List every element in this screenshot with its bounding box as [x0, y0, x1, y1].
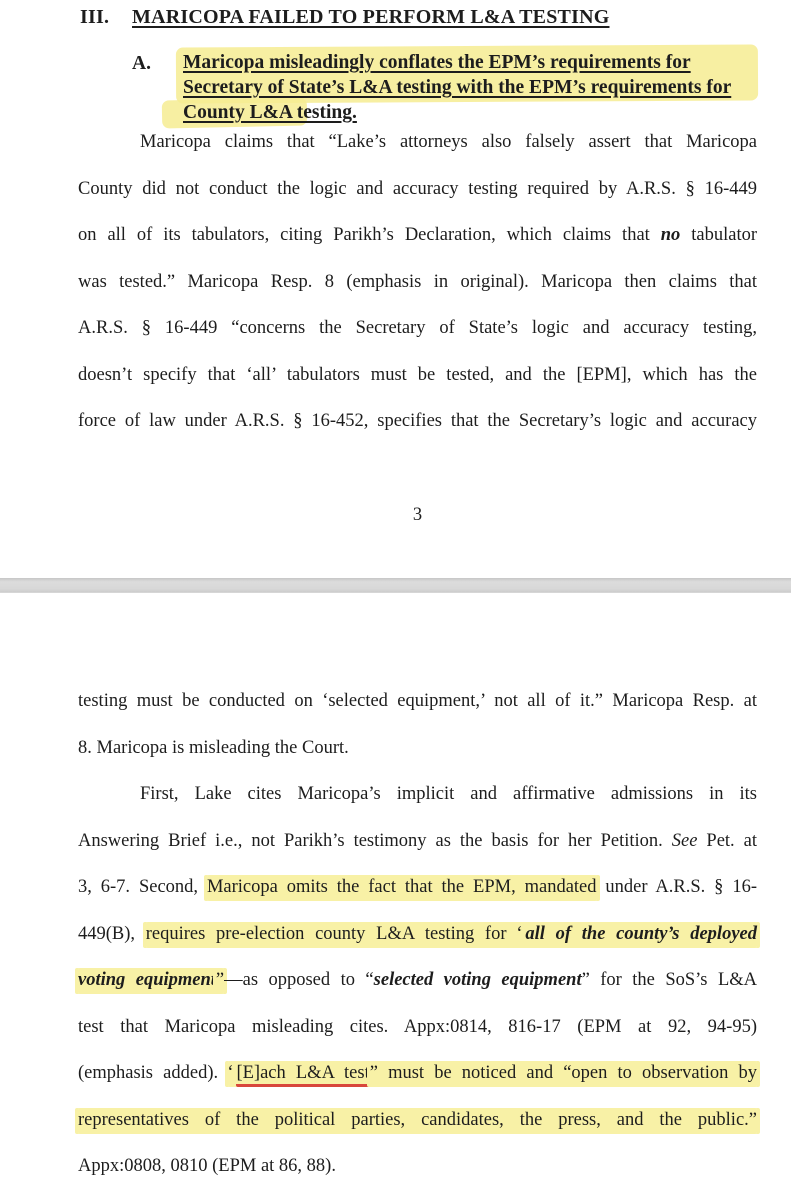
section-heading-text: MARICOPA FAILED TO PERFORM L&A TESTING [132, 6, 610, 28]
text-line [78, 783, 757, 830]
text-line [78, 178, 757, 225]
text-segment: on all of its tabulators, citing Parikh’s Declaration, which claims that [78, 225, 661, 245]
red-underlined-text: [E]ach L&A test [236, 1061, 369, 1087]
highlighted-text: voting equipment [78, 968, 216, 994]
text-line [78, 876, 757, 923]
text-segment: force of law under A.R.S. § 16-452, specifies that the Secretary’s logic and accuracy [78, 411, 757, 431]
text-segment: testing must be conducted on ‘selected equipment,’ not all of it.” Maricopa Resp. at [78, 691, 757, 711]
text-segment: 8. Maricopa is misleading the Court. [78, 737, 349, 758]
subheading-line-2: Secretary of State’s L&A testing with the EPM’s requirements for [183, 77, 732, 98]
subheading-line-3: County L&A testing. [183, 102, 357, 123]
page1-body [78, 131, 757, 457]
text-line [78, 131, 757, 178]
text-segment: See [671, 830, 698, 851]
text-segment: tabulator [680, 225, 757, 245]
text-segment: —as opposed to “ [224, 970, 374, 990]
text-line [78, 364, 757, 411]
highlighted-text: requires pre-election county L&A testing for “ [146, 922, 526, 948]
text-line [78, 317, 757, 364]
text-segment: was tested.” Maricopa Resp. 8 (emphasis in original). Maricopa then claims that [78, 271, 757, 292]
section-heading-number: III. [80, 6, 110, 28]
text-line [78, 969, 757, 1016]
text-segment: 449(B), [78, 923, 146, 944]
text-segment: under A.R.S. § 16- [596, 877, 757, 897]
highlighted-text: ” [216, 968, 224, 994]
highlighted-text: “ [228, 1061, 236, 1087]
text-line [78, 737, 757, 784]
text-line [78, 224, 757, 271]
section-heading [80, 6, 609, 29]
text-line [78, 410, 757, 457]
text-segment: First, Lake cites Maricopa’s implicit and affirmative admissions in its [140, 784, 757, 804]
page2-body [78, 690, 757, 1200]
text-segment: Answering Brief i.e., not Parikh’s testimony as the basis for her Petition. [78, 830, 672, 851]
text-segment: County did not conduct the logic and accuracy testing required by A.R.S. § 16-449 [78, 178, 757, 199]
text-segment: 3, 6-7. Second, [78, 877, 207, 897]
text-segment: no [660, 225, 681, 245]
highlighted-text: ” must be noticed and “open to observation by [370, 1061, 757, 1087]
text-segment: A.R.S. § 16-449 “concerns the Secretary of State’s logic and accuracy testing, [78, 318, 757, 338]
text-line [78, 1062, 757, 1109]
highlighted-text: all of the county’s deployed [525, 922, 757, 948]
text-segment: doesn’t specify that ‘all’ tabulators must be tested, and the [EPM], which has the [78, 364, 757, 385]
text-segment: ” for the SoS’s L&A [581, 970, 757, 990]
text-segment: test that Maricopa misleading cites. Appx:0814, 816-17 (EPM at 92, 94-95) [78, 1016, 757, 1037]
text-segment: Appx:0808, 0810 (EPM at 86, 88). [78, 1156, 336, 1176]
highlighted-text: representatives of the political parties, candidates, the press, and the public.” [78, 1108, 757, 1134]
subheading-line-1: Maricopa misleadingly conflates the EPM’s requirements for [183, 52, 691, 73]
page-divider [0, 578, 791, 593]
text-segment: Maricopa claims that “Lake’s attorneys also falsely assert that Maricopa [140, 132, 757, 152]
text-line [78, 830, 757, 877]
text-line [78, 923, 757, 970]
subheading-letter: A. [132, 53, 151, 74]
text-line [78, 1016, 757, 1063]
text-segment: selected voting equipment [373, 970, 582, 990]
page-number: 3 [412, 505, 423, 525]
text-segment: Pet. at [697, 830, 757, 851]
text-line [78, 1155, 757, 1200]
highlighted-text: Maricopa omits the fact that the EPM, mandated [207, 875, 597, 901]
text-line [78, 1109, 757, 1156]
text-line [78, 690, 757, 737]
text-segment: (emphasis added). [78, 1063, 229, 1083]
text-line [78, 271, 757, 318]
